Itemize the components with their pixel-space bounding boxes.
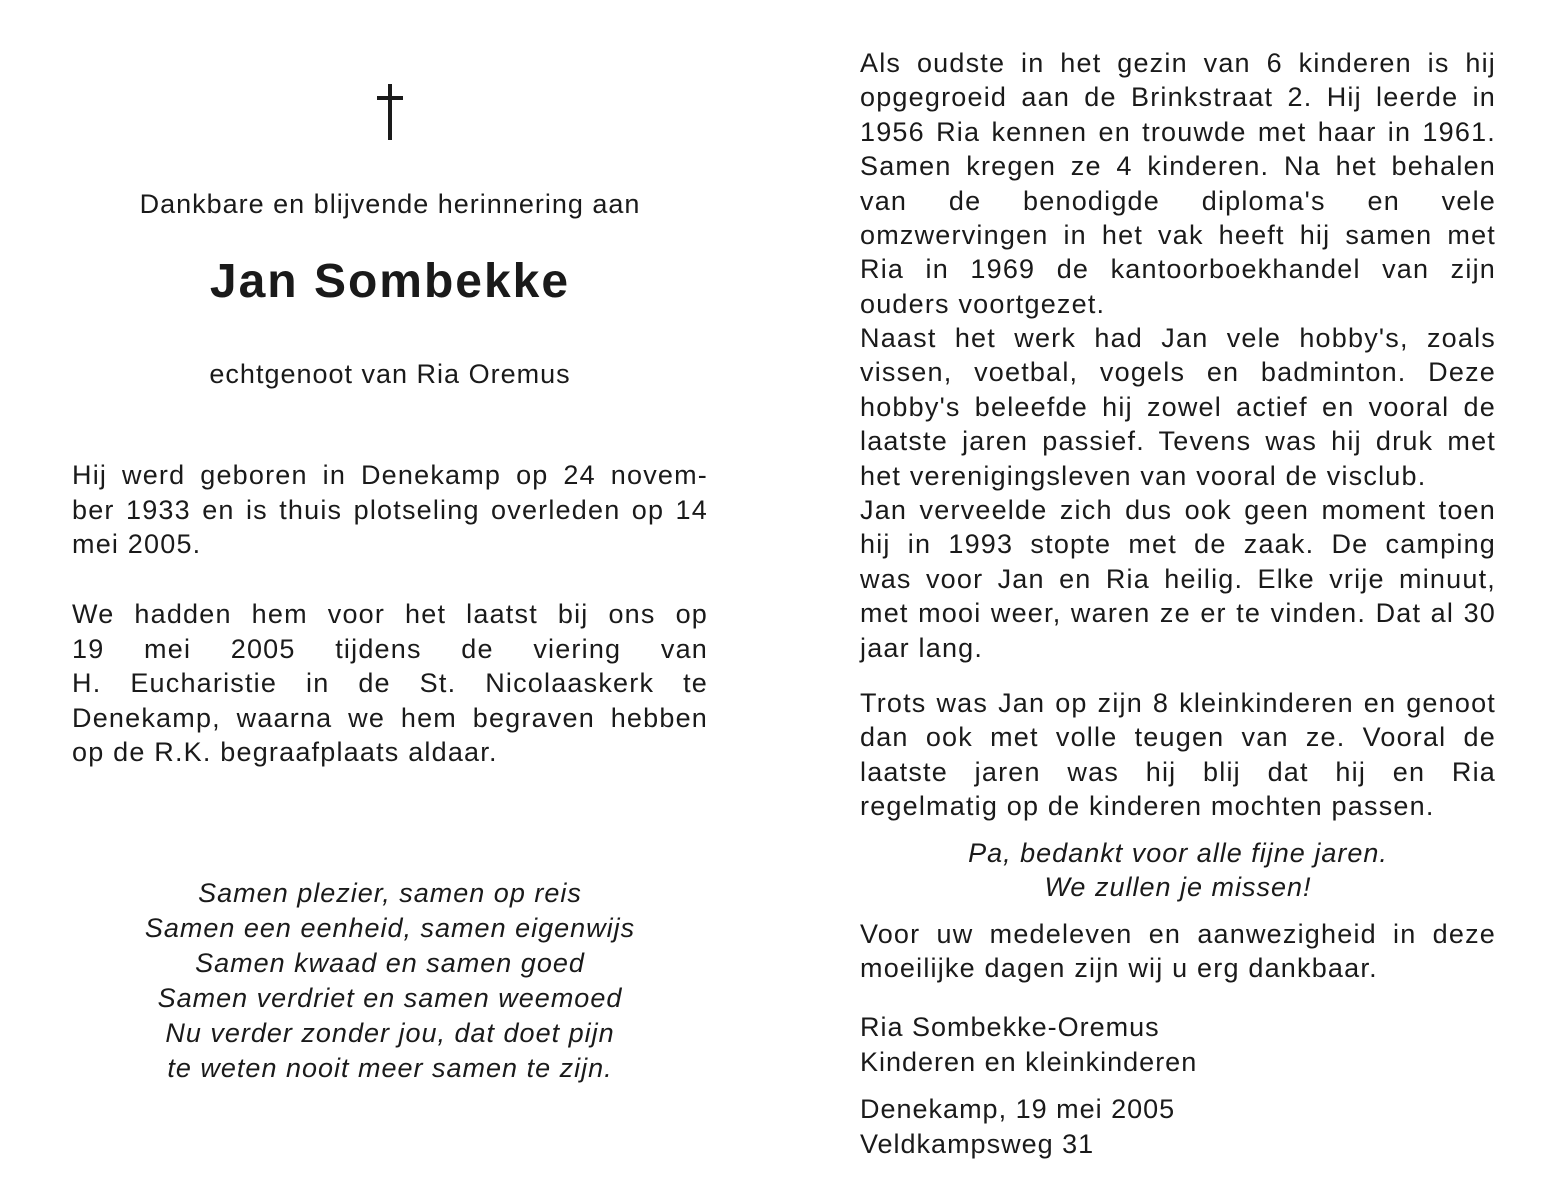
- place-date-line: Denekamp, 19 mei 2005: [860, 1094, 1176, 1124]
- paragraph-line: van de benodigde diploma's en vele: [860, 185, 1496, 216]
- paragraph-line: jaar lang.: [860, 632, 984, 663]
- poem-line: Samen een eenheid, samen eigenwijs: [144, 913, 636, 943]
- paragraph-line: Samen kregen ze 4 kinderen. Na het behalen: [860, 151, 1496, 182]
- paragraph-line: 19 mei 2005 tijdens de viering van: [72, 633, 708, 664]
- signature-line: Ria Sombekke-Oremus: [860, 1012, 1160, 1042]
- paragraph-line: We hadden hem voor het laatst bij ons op: [72, 599, 708, 629]
- poem: [72, 876, 708, 1086]
- paragraph-line: ber 1933 en is thuis plotseling overleden op 14: [72, 494, 708, 525]
- address-line: Veldkampsweg 31: [860, 1128, 1095, 1159]
- paragraph-line: moeilijke dagen zijn wij u erg dankbaar.: [860, 953, 1378, 984]
- paragraph-line: opgegroeid aan de Brinkstraat 2. Hij leerde in: [860, 82, 1496, 113]
- farewell-quote: [860, 836, 1496, 904]
- paragraph-line: Voor uw medeleven en aanwezigheid in deze: [860, 919, 1496, 949]
- poem-line: Nu verder zonder jou, dat doet pijn: [165, 1018, 615, 1048]
- spouse-text: echtgenoot van Ria Oremus: [209, 359, 571, 389]
- paragraph-line: mei 2005.: [72, 529, 202, 559]
- poem-line: Samen plezier, samen op reis: [198, 878, 582, 908]
- paragraph-line: laatste jaren passief. Tevens was hij druk met: [860, 426, 1496, 457]
- paragraph-line: H. Eucharistie in de St. Nicolaaskerk te: [72, 668, 708, 698]
- intro-text: Dankbare en blijvende herinnering aan: [139, 189, 641, 219]
- paragraph-line: hobby's beleefde hij zowel actief en vooral de: [860, 391, 1496, 422]
- paragraph-line: Naast het werk had Jan vele hobby's, zoals: [860, 323, 1496, 353]
- paragraph-line: Hij werd geboren in Denekamp op 24 novem-: [72, 460, 708, 490]
- hobby-paragraph: [860, 321, 1496, 493]
- thanks-paragraph: [860, 917, 1496, 986]
- birth-paragraph: [72, 458, 708, 562]
- paragraph-line: Ria in 1969 de kantoorboekhandel van zijn: [860, 254, 1496, 285]
- signature-line: Kinderen en kleinkinderen: [860, 1046, 1198, 1077]
- paragraph-line: 1956 Ria kennen en trouwde met haar in 1961.: [860, 116, 1496, 147]
- signature-block: [860, 1010, 1496, 1079]
- grandkids-paragraph: [860, 686, 1496, 824]
- paragraph-line: laatste jaren was hij blij dat hij en Ria: [860, 756, 1496, 787]
- paragraph-line: Als oudste in het gezin van 6 kinderen is hij: [860, 48, 1496, 78]
- quote-line: We zullen je missen!: [1044, 872, 1312, 902]
- poem-line: Samen kwaad en samen goed: [195, 948, 585, 978]
- deceased-name: Jan Sombekke: [209, 255, 571, 308]
- paragraph-line: was voor Jan en Ria heilig. Elke vrije minuut,: [860, 563, 1496, 594]
- retire-paragraph: [860, 493, 1496, 665]
- paragraph-line: dan ook met volle teugen van ze. Vooral de: [860, 722, 1496, 753]
- funeral-paragraph: [72, 597, 708, 770]
- paragraph-line: het verenigingsleven van vooral de visclub.: [860, 460, 1427, 491]
- quote-line: Pa, bedankt voor alle fijne jaren.: [968, 838, 1388, 868]
- paragraph-line: vissen, voetbal, vogels en badminton. Deze: [860, 357, 1496, 388]
- paragraph-line: met mooi weer, waren ze er te vinden. Dat al 30: [860, 598, 1496, 629]
- paragraph-line: omzwervingen in het vak heeft hij samen met: [860, 220, 1496, 251]
- paragraph-line: op de R.K. begraafplaats aldaar.: [72, 737, 498, 767]
- place-date-block: [860, 1092, 1496, 1161]
- paragraph-line: ouders voortgezet.: [860, 288, 1106, 319]
- poem-line: te weten nooit meer samen te zijn.: [167, 1053, 613, 1083]
- paragraph-line: hij in 1993 stopte met de zaak. De camping: [860, 529, 1496, 560]
- paragraph-line: Jan verveelde zich dus ook geen moment toen: [860, 495, 1496, 525]
- paragraph-line: Trots was Jan op zijn 8 kleinkinderen en genoot: [860, 688, 1496, 718]
- poem-line: Samen verdriet en samen weemoed: [157, 983, 623, 1013]
- bio-paragraph: [860, 46, 1496, 321]
- paragraph-line: regelmatig op de kinderen mochten passen.: [860, 791, 1435, 822]
- paragraph-line: Denekamp, waarna we hem begraven hebben: [72, 702, 708, 733]
- cross-icon: [388, 84, 392, 140]
